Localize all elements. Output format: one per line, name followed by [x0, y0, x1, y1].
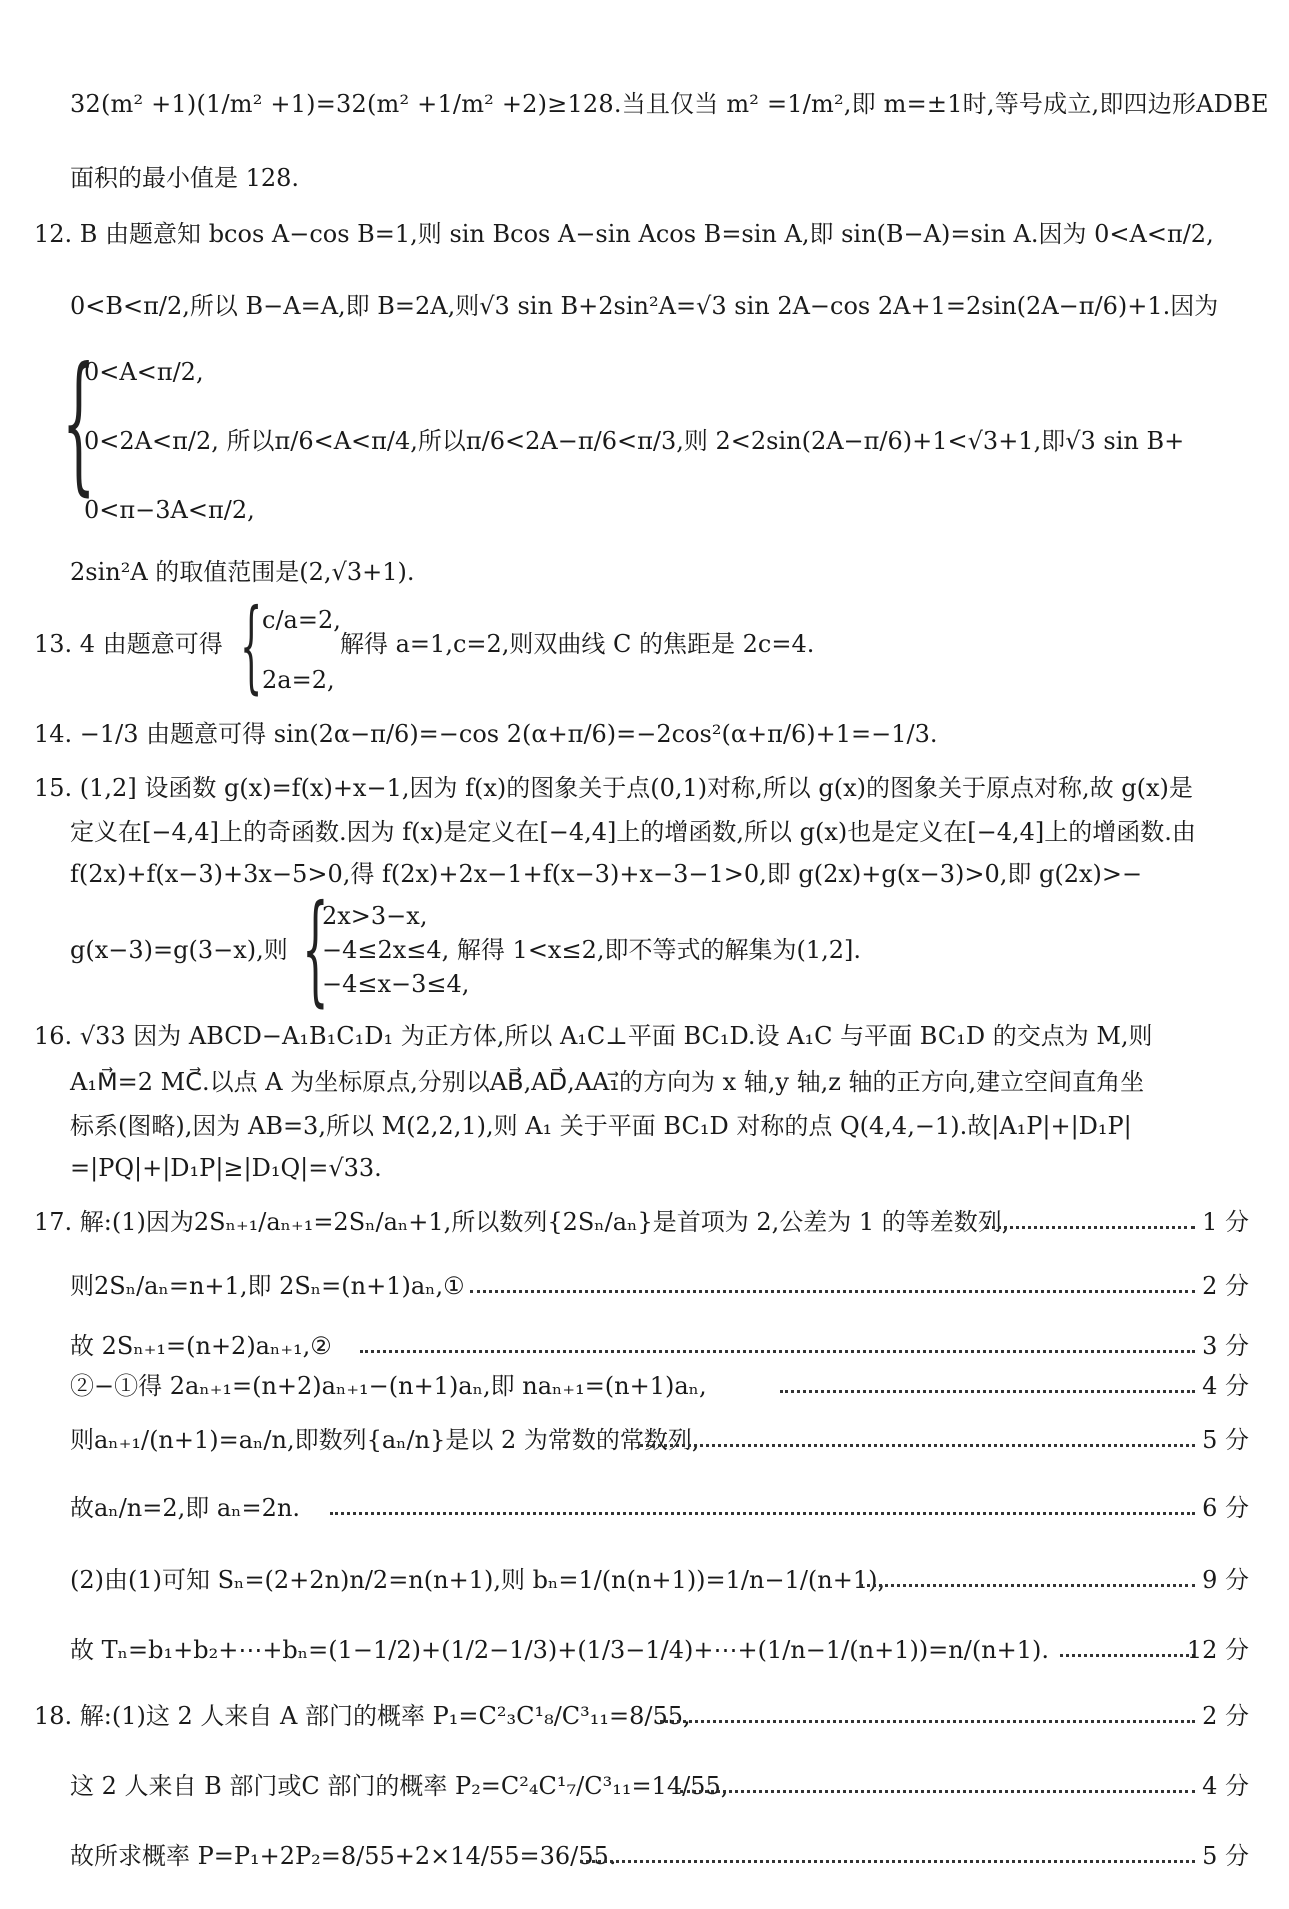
score-label: 5 分: [1202, 1426, 1249, 1454]
leader-dots: [660, 1720, 1195, 1723]
leader-dots: [860, 1584, 1195, 1587]
text-line: f(2x)+f(x−3)+3x−5>0,得 f(2x)+2x−1+f(x−3)+x−3−1>0,即 g(2x)+g(x−3)>0,即 g(2x)>−: [70, 860, 1143, 888]
leader-dots: [1060, 1654, 1195, 1657]
text-line: 标系(图略),因为 AB=3,所以 M(2,2,1),则 A₁ 关于平面 BC₁D 对称的点 Q(4,4,−1).故|A₁P|+|D₁P|: [70, 1112, 1132, 1140]
question-17-line: 17. 解:(1)因为2Sₙ₊₁/aₙ₊₁=2Sₙ/aₙ+1,所以数列{2Sₙ/aₙ}是首项为 2,公差为 1 的等差数列,: [34, 1208, 1010, 1236]
score-label: 4 分: [1202, 1372, 1249, 1400]
system-row: 2x>3−x,: [322, 902, 428, 930]
text-line: 故 2Sₙ₊₁=(n+2)aₙ₊₁,②: [70, 1332, 332, 1360]
leader-dots: [360, 1350, 1195, 1353]
score-label: 2 分: [1202, 1702, 1249, 1730]
question-14-line: 14. −1/3 由题意可得 sin(2α−π/6)=−cos 2(α+π/6)=−2cos²(α+π/6)+1=−1/3.: [34, 720, 938, 748]
text-line: =|PQ|+|D₁P|≥|D₁Q|=√33.: [70, 1154, 382, 1182]
question-15-line: 15. (1,2] 设函数 g(x)=f(x)+x−1,因为 f(x)的图象关于点(0,1)对称,所以 g(x)的图象关于原点对称,故 g(x)是: [34, 774, 1193, 802]
text-line: 32(m² +1)(1/m² +1)=32(m² +1/m² +2)≥128.当且仅当 m² =1/m²,即 m=±1时,等号成立,即四边形ADBE: [70, 90, 1269, 118]
leader-dots: [580, 1860, 1195, 1863]
text-line: 则aₙ₊₁/(n+1)=aₙ/n,即数列{aₙ/n}是以 2 为常数的常数列,: [70, 1426, 700, 1454]
score-label: 12 分: [1186, 1636, 1249, 1664]
system-row: −4≤x−3≤4,: [322, 970, 470, 998]
text-line: (2)由(1)可知 Sₙ=(2+2n)n/2=n(n+1),则 bₙ=1/(n(n+1))=1/n−1/(n+1),: [70, 1566, 886, 1594]
score-label: 2 分: [1202, 1272, 1249, 1300]
leader-dots: [780, 1390, 1195, 1393]
question-16-line: 16. √33 因为 ABCD−A₁B₁C₁D₁ 为正方体,所以 A₁C⊥平面 BC₁D.设 A₁C 与平面 BC₁D 的交点为 M,则: [34, 1022, 1153, 1050]
text-line: 0<B<π/2,所以 B−A=A,即 B=2A,则√3 sin B+2sin²A=√3 sin 2A−cos 2A+1=2sin(2A−π/6)+1.因为: [70, 292, 1219, 320]
leader-dots: [470, 1290, 1195, 1293]
leader-dots: [985, 1226, 1195, 1229]
text-line: 故 Tₙ=b₁+b₂+⋯+bₙ=(1−1/2)+(1/2−1/3)+(1/3−1/4)+⋯+(1/n−1/(n+1))=n/(n+1).: [70, 1636, 1050, 1664]
score-label: 4 分: [1202, 1772, 1249, 1800]
leader-dots: [330, 1512, 1195, 1515]
question-13-line: 13. 4 由题意可得: [34, 630, 223, 658]
text-line: ②−①得 2aₙ₊₁=(n+2)aₙ₊₁−(n+1)aₙ,即 naₙ₊₁=(n+1)aₙ,: [70, 1372, 707, 1400]
text-line: 2sin²A 的取值范围是(2,√3+1).: [70, 558, 415, 586]
score-label: 5 分: [1202, 1842, 1249, 1870]
system-row: 0<π−3A<π/2,: [84, 496, 255, 524]
text-line: 定义在[−4,4]上的奇函数.因为 f(x)是定义在[−4,4]上的增函数,所以 g(x)也是定义在[−4,4]上的增函数.由: [70, 818, 1196, 846]
text-line: 面积的最小值是 128.: [70, 164, 300, 192]
system-row: 0<A<π/2,: [84, 358, 204, 386]
score-label: 1 分: [1202, 1208, 1249, 1236]
left-brace: {: [240, 587, 263, 704]
text-line: 故所求概率 P=P₁+2P₂=8/55+2×14/55=36/55.: [70, 1842, 617, 1870]
question-12-line: 12. B 由题意知 bcos A−cos B=1,则 sin Bcos A−sin Acos B=sin A,即 sin(B−A)=sin A.因为 0<A<π/2,: [34, 220, 1214, 248]
score-label: 6 分: [1202, 1494, 1249, 1522]
system-row: 0<2A<π/2, 所以π/6<A<π/4,所以π/6<2A−π/6<π/3,则 2<2sin(2A−π/6)+1<√3+1,即√3 sin B+: [84, 427, 1185, 455]
leader-dots: [680, 1790, 1195, 1793]
text-line: 故aₙ/n=2,即 aₙ=2n.: [70, 1494, 301, 1522]
text-line: A₁M⃗=2 MC⃗.以点 A 为坐标原点,分别以AB⃗,AD⃗,AA₁⃗的方向为 x 轴,y 轴,z 轴的正方向,建立空间直角坐: [70, 1068, 1145, 1096]
system-row: c/a=2,: [262, 606, 341, 634]
system-row: 2a=2,: [262, 666, 335, 694]
text-line: 解得 a=1,c=2,则双曲线 C 的焦距是 2c=4.: [340, 630, 815, 658]
score-label: 3 分: [1202, 1332, 1249, 1360]
system-row: −4≤2x≤4, 解得 1<x≤2,即不等式的解集为(1,2].: [322, 936, 862, 964]
question-18-line: 18. 解:(1)这 2 人来自 A 部门的概率 P₁=C²₃C¹₈/C³₁₁=8/55,: [34, 1702, 691, 1730]
score-label: 9 分: [1202, 1566, 1249, 1594]
text-line: 则2Sₙ/aₙ=n+1,即 2Sₙ=(n+1)aₙ,①: [70, 1272, 465, 1300]
leader-dots: [640, 1444, 1195, 1447]
left-brace: {: [302, 880, 329, 1019]
left-brace: {: [62, 336, 96, 510]
text-line: 这 2 人来自 B 部门或C 部门的概率 P₂=C²₄C¹₇/C³₁₁=14/55,: [70, 1772, 729, 1800]
text-line: g(x−3)=g(3−x),则: [70, 936, 288, 964]
